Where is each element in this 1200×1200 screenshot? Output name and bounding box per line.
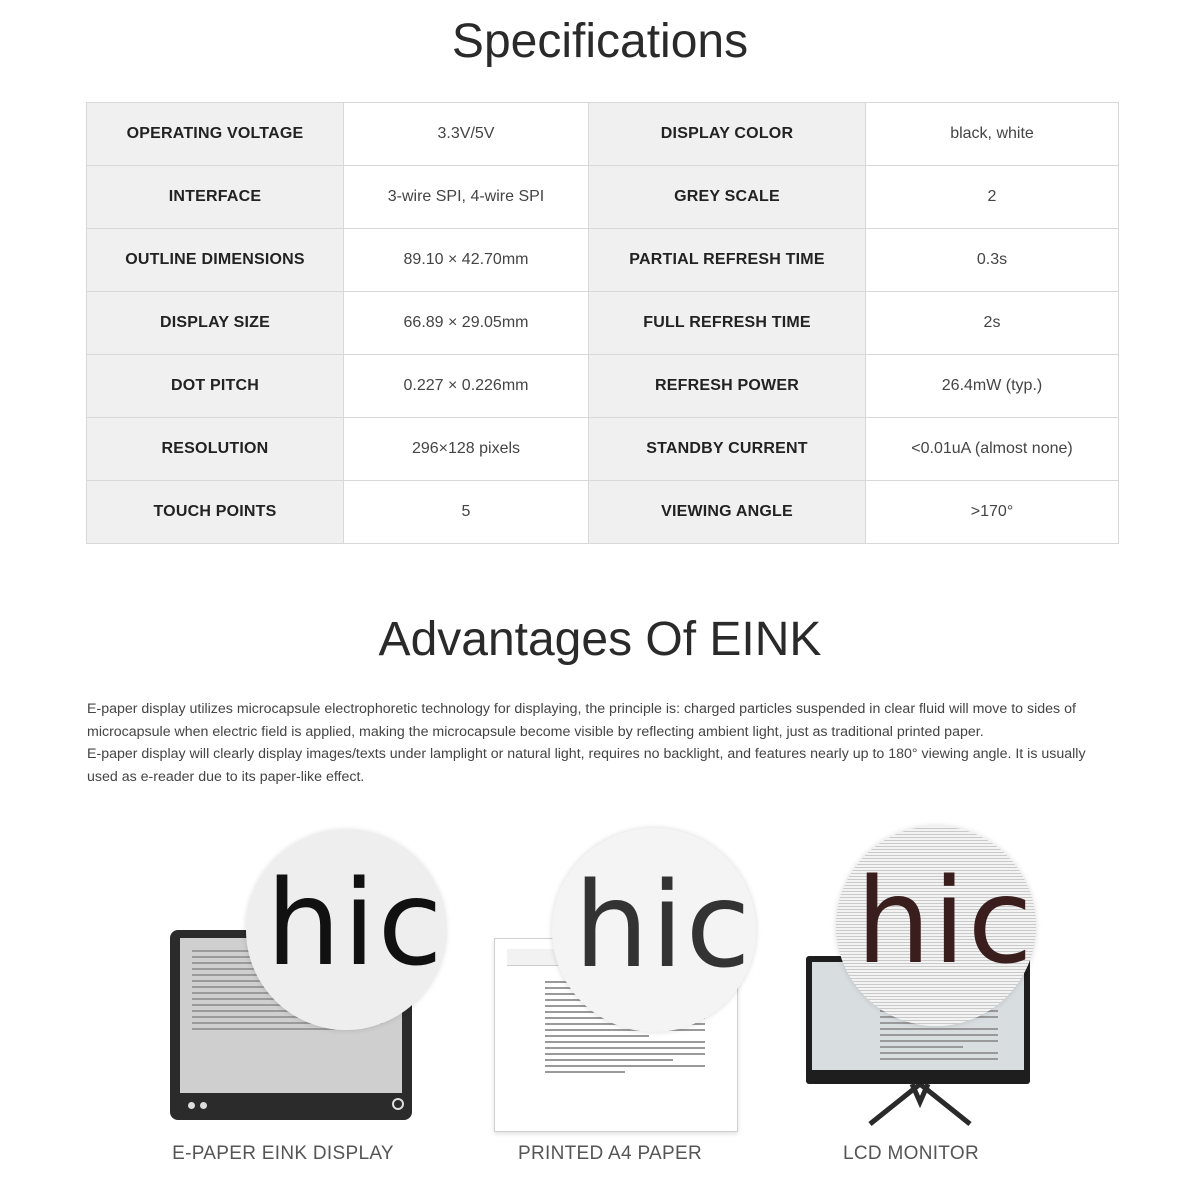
spec-label: FULL REFRESH TIME	[589, 292, 866, 355]
lcd-magnified-text: hic	[856, 852, 1035, 990]
spec-value: 5	[344, 481, 589, 544]
specifications-title: Specifications	[451, 15, 749, 68]
spec-row	[87, 103, 1119, 166]
spec-value: 296×128 pixels	[344, 418, 589, 481]
spec-row	[87, 229, 1119, 292]
spec-row	[87, 355, 1119, 418]
spec-value: 0.3s	[866, 229, 1119, 292]
spec-label: OUTLINE DIMENSIONS	[87, 229, 344, 292]
spec-value: <0.01uA (almost none)	[866, 418, 1119, 481]
spec-value: 2s	[866, 292, 1119, 355]
spec-label: INTERFACE	[87, 166, 344, 229]
spec-value: >170°	[866, 481, 1119, 544]
eink-magnified-text: hic	[266, 854, 445, 992]
spec-row	[87, 166, 1119, 229]
spec-label: GREY SCALE	[589, 166, 866, 229]
spec-label: RESOLUTION	[87, 418, 344, 481]
lcd-magnifier	[836, 826, 1036, 1026]
spec-label: DOT PITCH	[87, 355, 344, 418]
printed-paper-caption: PRINTED A4 PAPER	[518, 1143, 702, 1164]
spec-row	[87, 292, 1119, 355]
spec-value: 2	[866, 166, 1119, 229]
spec-label: STANDBY CURRENT	[589, 418, 866, 481]
spec-value: black, white	[866, 103, 1119, 166]
spec-label: REFRESH POWER	[589, 355, 866, 418]
paper-magnifier	[552, 828, 756, 1032]
spec-value: 89.10 × 42.70mm	[344, 229, 589, 292]
spec-label: DISPLAY SIZE	[87, 292, 344, 355]
advantages-description	[87, 698, 1117, 788]
spec-label: DISPLAY COLOR	[589, 103, 866, 166]
spec-label: VIEWING ANGLE	[589, 481, 866, 544]
specifications-table	[86, 102, 1119, 544]
eink-magnifier	[246, 830, 446, 1030]
spec-label: OPERATING VOLTAGE	[87, 103, 344, 166]
lcd-monitor-caption: LCD MONITOR	[843, 1143, 979, 1164]
spec-value: 3.3V/5V	[344, 103, 589, 166]
spec-value: 0.227 × 0.226mm	[344, 355, 589, 418]
spec-label: PARTIAL REFRESH TIME	[589, 229, 866, 292]
spec-row	[87, 418, 1119, 481]
lcd-monitor-stand	[850, 1084, 990, 1128]
paper-magnified-text: hic	[574, 856, 753, 994]
spec-value: 66.89 × 29.05mm	[344, 292, 589, 355]
spec-value: 3-wire SPI, 4-wire SPI	[344, 166, 589, 229]
spec-row	[87, 481, 1119, 544]
spec-value: 26.4mW (typ.)	[866, 355, 1119, 418]
spec-label: TOUCH POINTS	[87, 481, 344, 544]
eink-display-caption: E-PAPER EINK DISPLAY	[172, 1143, 394, 1164]
advantages-title: Advantages Of EINK	[378, 613, 822, 666]
advantages-paragraph-2: E-paper display will clearly display images/texts under lamplight or natural light, requires no backlight, and features nearly up to 180° viewing angle. It is usually used as e-reader due to its paper-like effect.	[87, 746, 1086, 785]
advantages-paragraph-1: E-paper display utilizes microcapsule electrophoretic technology for displaying, the principle is: charged particles suspended in clear fluid will move to sides of microcapsule when electric field is applied, making the microcapsule become visible by reflecting ambient light, just as traditional printed paper.	[87, 701, 1076, 740]
